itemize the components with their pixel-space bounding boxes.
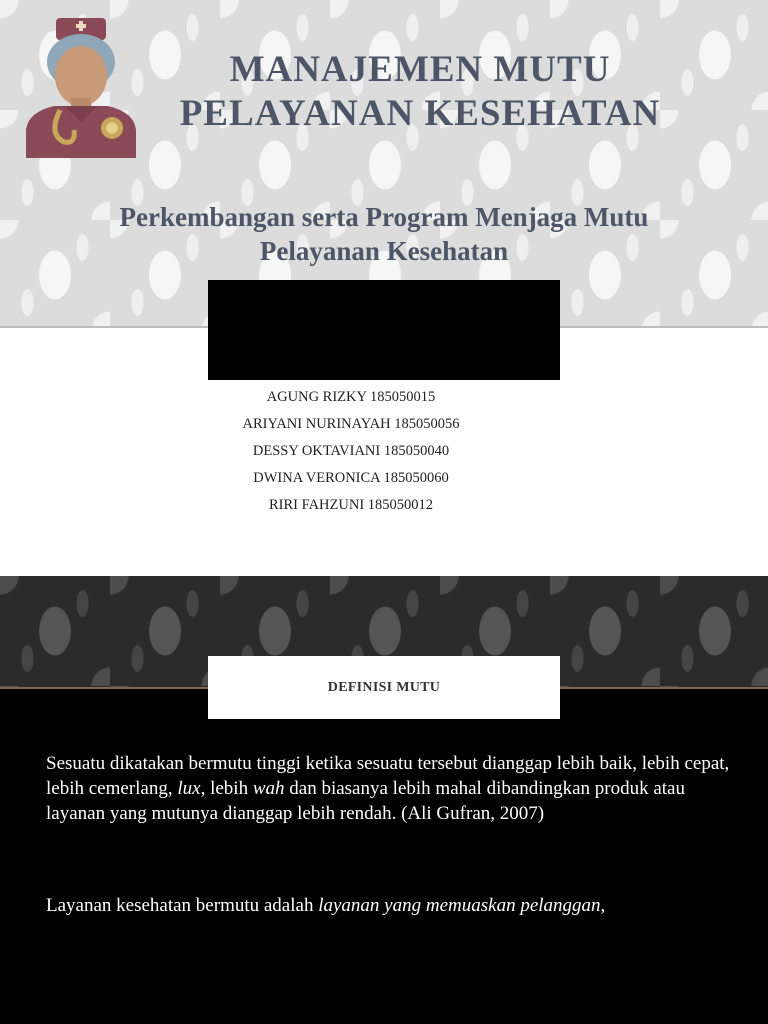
definition-paragraph-2 <box>46 893 736 918</box>
member-list <box>150 384 552 519</box>
paragraph-text: , lebih <box>200 778 253 799</box>
paragraph-text: Layanan kesehatan bermutu adalah <box>46 895 319 916</box>
list-item: DWINA VERONICA 185050060 <box>253 470 449 486</box>
paragraph-text: dan biasanya lebih mahal dibandingkan produk atau layanan yang mutunya dianggap lebih rendah. (Ali Gufran, 2007) <box>46 778 685 824</box>
emphasis-wah: wah <box>252 778 285 799</box>
definition-slide <box>0 576 768 1024</box>
doctor-icon <box>24 18 140 158</box>
subtitle-line-2: Pelayanan Kesehatan <box>259 236 509 266</box>
list-item: ARIYANI NURINAYAH 185050056 <box>242 416 460 432</box>
page-subtitle <box>20 200 748 268</box>
page-title <box>140 48 700 136</box>
list-item: DESSY OKTAVIANI 185050040 <box>252 443 450 459</box>
section-title: DEFINISI MUTU <box>327 679 441 695</box>
redacted-block <box>208 280 560 380</box>
emphasis-lux: lux <box>177 778 201 799</box>
title-line-2: PELAYANAN KESEHATAN <box>179 93 661 134</box>
paragraph-text: Sesuatu dikatakan bermutu tinggi ketika sesuatu tersebut dianggap lebih baik, lebih cepat, lebih cemerlang, <box>46 753 730 799</box>
definition-paragraph-1 <box>46 751 736 826</box>
list-item: AGUNG RIZKY 185050015 <box>266 389 436 405</box>
section-title-box <box>208 656 560 719</box>
list-item: RIRI FAHZUNI 185050012 <box>268 497 434 513</box>
title-line-1: MANAJEMEN MUTU <box>229 49 611 90</box>
emphasis-text: layanan yang memuaskan pelanggan, <box>318 895 606 916</box>
subtitle-line-1: Perkembangan serta Program Menjaga Mutu <box>119 202 649 232</box>
